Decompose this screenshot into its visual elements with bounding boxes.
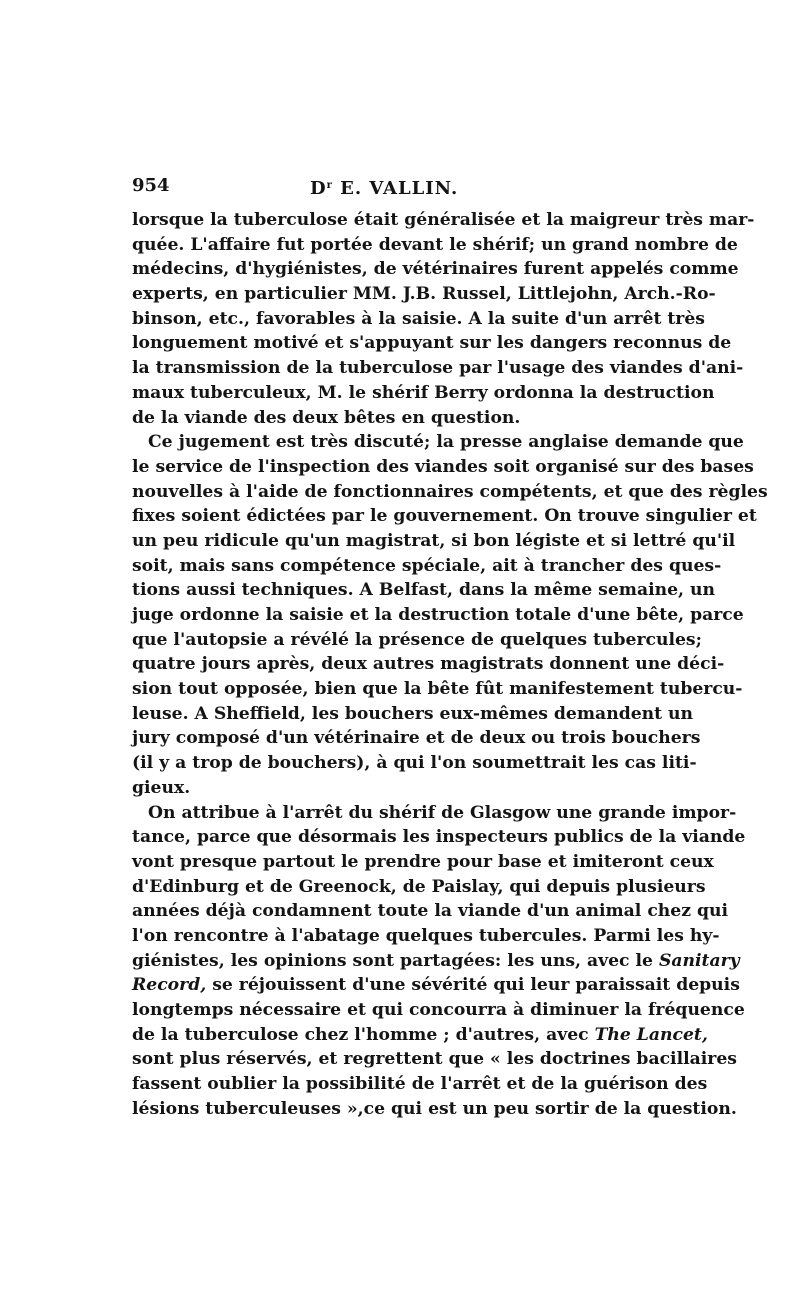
text-line: la transmission de la tuberculose par l'usage des viandes d'ani-	[132, 358, 744, 379]
text-line: longtemps nécessaire et qui concourra à diminuer la fréquence	[132, 1000, 745, 1020]
text-line: fassent oublier la possibilité de l'arrêt et de la guérison des	[132, 1074, 708, 1095]
book-page	[132, 172, 768, 1121]
text-line: années déjà condamnent toute la viande d'un animal chez qui	[132, 901, 728, 922]
text-line: que l'autopsie a révélé la présence de quelques tubercules;	[132, 629, 702, 650]
body-text	[132, 208, 768, 1121]
text-line: lésions tuberculeuses »,ce qui est un peu sortir de la question.	[132, 1098, 737, 1119]
text-line: l'on rencontre à l'abatage quelques tubercules. Parmi les hy-	[132, 925, 720, 946]
journal-title-record: Record,	[132, 975, 207, 996]
journal-title-sanitary: Sanitary	[658, 950, 740, 971]
running-head	[310, 172, 458, 203]
text-span: giénistes, les opinions sont partagées: les uns, avec le	[132, 950, 659, 971]
paragraph-1	[132, 208, 755, 430]
text-line: de la viande des deux bêtes en question.	[132, 407, 521, 428]
text-line: longuement motivé et s'appuyant sur les dangers reconnus de	[132, 333, 732, 354]
text-line	[132, 973, 740, 998]
text-line: binson, etc., favorables à la saisie. A la suite d'un arrêt très	[132, 308, 705, 329]
text-line: un peu ridicule qu'un magistrat, si bon légiste et si lettré qu'il	[132, 530, 736, 551]
author-sup: r	[326, 180, 333, 191]
text-line: sion tout opposée, bien que la bête fût manifestement tubercu-	[132, 679, 743, 700]
text-line: d'Edinburg et de Greenock, de Paislay, qui depuis plusieurs	[132, 876, 706, 897]
paragraph-2	[132, 430, 768, 800]
text-line: tance, parce que désormais les inspecteurs publics de la viande	[132, 827, 746, 848]
text-line: experts, en particulier MM. J.B. Russel, Littlejohn, Arch.-Ro-	[132, 284, 716, 305]
text-line: fixes soient édictées par le gouvernement. On trouve singulier et	[132, 506, 757, 527]
text-line: médecins, d'hygiénistes, de vétérinaires furent appelés comme	[132, 259, 739, 280]
text-span: de la tuberculose chez l'homme ; d'autres, avec	[132, 1024, 595, 1045]
text-line: sont plus réservés, et regrettent que « les doctrines bacillaires	[132, 1049, 737, 1070]
page-number: 954	[132, 175, 170, 196]
text-line: maux tuberculeux, M. le shérif Berry ordonna la destruction	[132, 382, 715, 403]
text-line: tions aussi techniques. A Belfast, dans la même semaine, un	[132, 580, 716, 601]
text-line: leuse. A Sheffield, les bouchers eux-mêmes demandent un	[132, 703, 694, 724]
text-line: lorsque la tuberculose était généralisée et la maigreur très mar-	[132, 210, 755, 230]
text-line: juge ordonne la saisie et la destruction totale d'une bête, parce	[132, 605, 744, 625]
text-line	[132, 949, 740, 974]
text-line: le service de l'inspection des viandes soit organisé sur des bases	[132, 456, 754, 477]
page-header	[132, 172, 666, 200]
text-line: vont presque partout le prendre pour base et imiteront ceux	[132, 851, 714, 872]
text-line: jury composé d'un vétérinaire et de deux ou trois bouchers	[132, 728, 701, 749]
text-line: (il y a trop de bouchers), à qui l'on soumettrait les cas liti-	[132, 753, 697, 774]
author-prefix: D	[310, 178, 327, 199]
author-name: E. VALLIN.	[332, 178, 459, 199]
text-line: soit, mais sans compétence spéciale, ait à trancher des ques-	[132, 555, 722, 576]
journal-title-lancet: The Lancet,	[594, 1024, 708, 1045]
text-span: se réjouissent d'une sévérité qui leur paraissait depuis	[206, 975, 740, 996]
text-line: Ce jugement est très discuté; la presse anglaise demande que	[148, 432, 744, 453]
text-line: On attribue à l'arrêt du shérif de Glasgow une grande impor-	[148, 802, 737, 823]
text-line: nouvelles à l'aide de fonctionnaires compétents, et que des règles	[132, 481, 768, 502]
text-line: quée. L'affaire fut portée devant le shérif; un grand nombre de	[132, 234, 738, 255]
text-line: quatre jours après, deux autres magistrats donnent une déci-	[132, 654, 725, 675]
text-line: gieux.	[132, 777, 191, 798]
text-line	[132, 1023, 708, 1048]
paragraph-3	[132, 801, 746, 1122]
